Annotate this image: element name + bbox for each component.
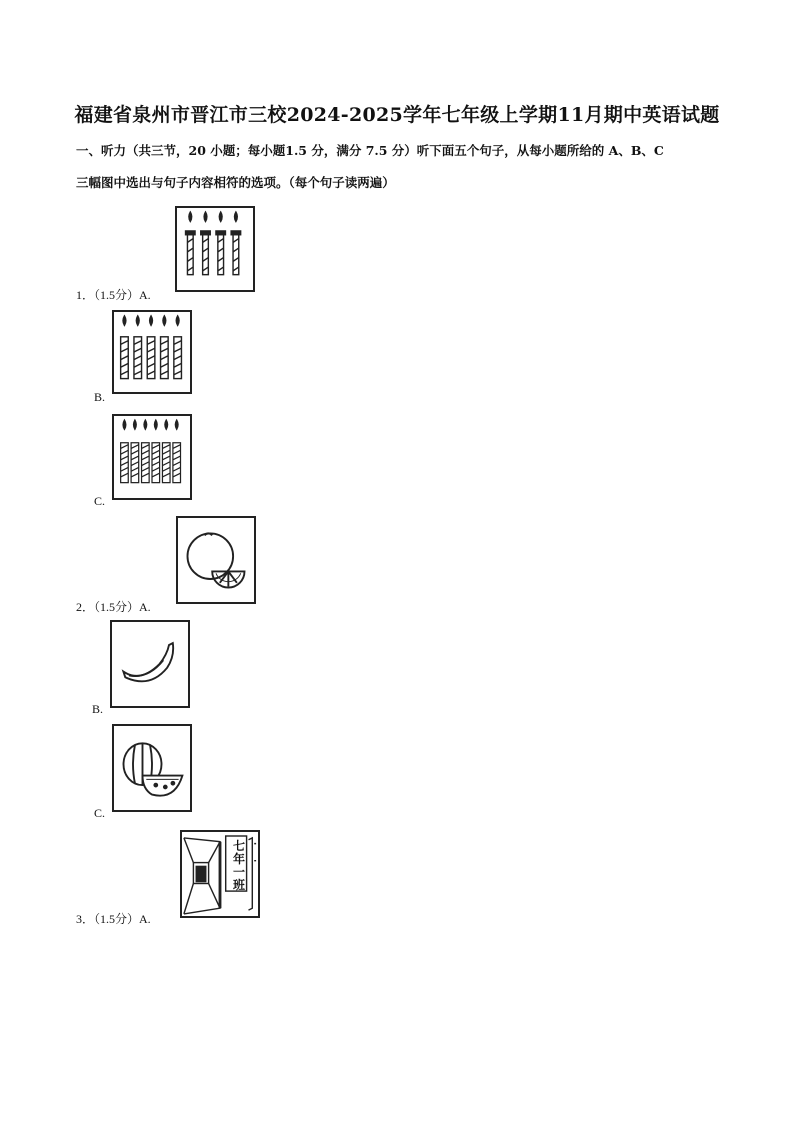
q1-option-c-image [112,414,192,500]
q2-option-b-image [110,620,190,708]
document-title: 福建省泉州市晋江市三校2024-2025学年七年级上学期11月期中英语试题 [74,104,720,126]
q1-prefix: 1．（1.5分）A. [76,288,151,302]
q3-option-a-image [180,830,260,918]
q2-prefix: 2．（1.5分）A. [76,600,151,614]
orange-icon [178,518,254,602]
banana-icon [112,622,188,706]
q1-option-b-image [112,310,192,394]
q2-option-c-label: C. [94,806,106,820]
four-candles-icon [177,208,253,290]
q2-option-a-image [176,516,256,604]
six-candles-icon [114,416,190,498]
five-candles-icon [114,312,190,392]
q1-option-c-label: C. [94,494,106,508]
class-sign-text: 七年一班 [232,839,245,892]
q2-option-c-image [112,724,192,812]
q1-option-a-image [175,206,255,292]
section-heading-line1: 一、听力（共三节，20 小题；每小题1.5 分，满分 7.5 分）听下面五个句子，从每小题所给的 A、B、C [76,143,664,158]
q1-option-b-label: B. [94,390,106,404]
watermelon-icon [114,726,190,810]
section-heading-line2: 三幅图中选出与句子内容相符的选项。（每个句子读两遍） [76,175,395,190]
q2-option-b-label: B. [92,702,104,716]
q3-prefix: 3．（1.5分）A. [76,912,151,926]
